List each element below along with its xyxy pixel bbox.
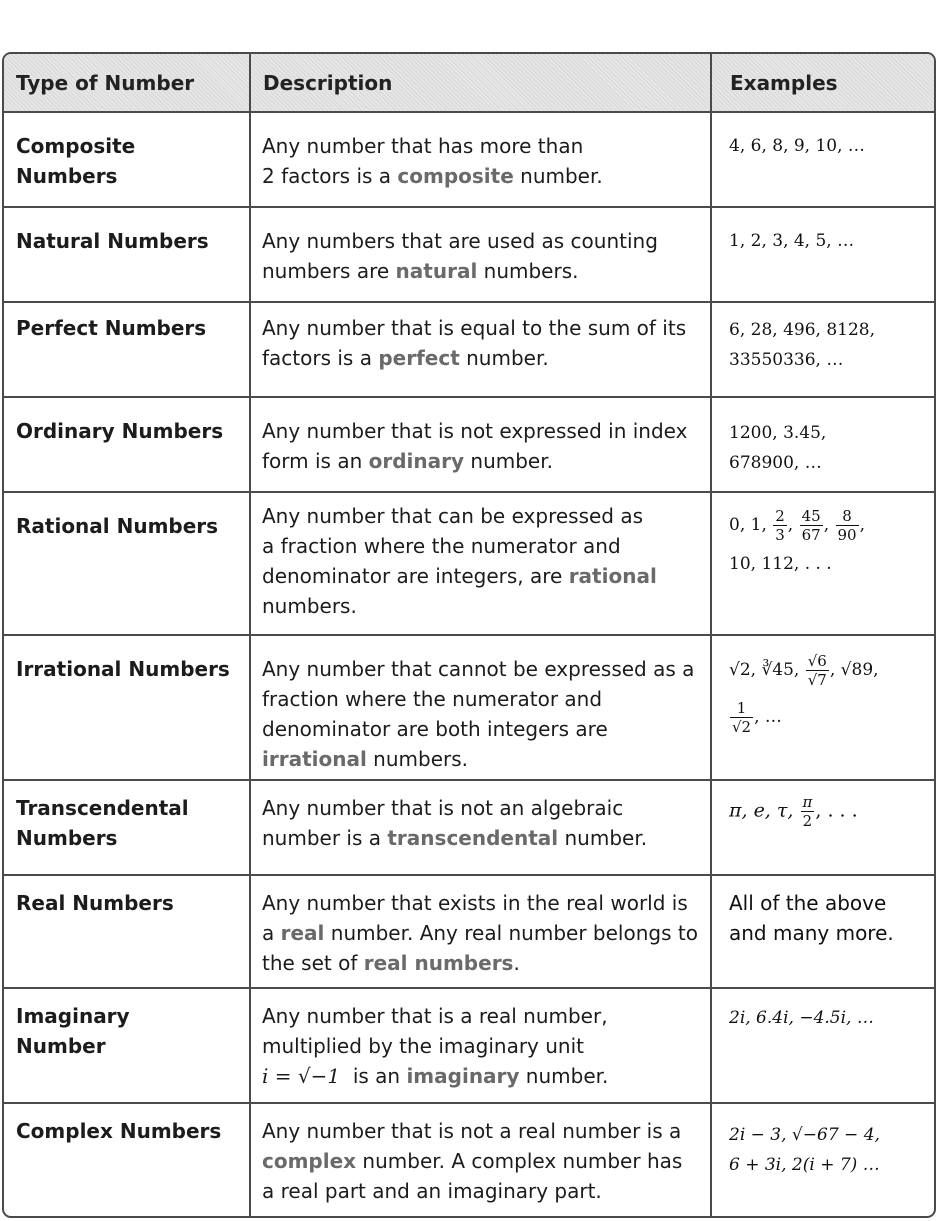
table-row — [4, 635, 934, 780]
number-types-table — [2, 52, 936, 1218]
type-cell: Imaginary Number — [4, 988, 250, 1103]
fraction: $\frac{8}{90}$ — [837, 507, 857, 544]
table-row — [4, 988, 934, 1103]
keyword: complex — [262, 1149, 357, 1173]
examples-cell: 1, 2, 3, 4, 5, … — [711, 207, 934, 302]
description-cell: Any number that has more than 2 factors is a composite number. — [250, 112, 711, 207]
table — [4, 54, 934, 1216]
table-row — [4, 302, 934, 397]
examples-cell — [711, 397, 934, 492]
example-constants: π, e, τ, — [729, 799, 794, 822]
examples-cell: 4, 6, 8, 9, 10, … — [711, 112, 934, 207]
examples-line: 1200, 3.45, — [729, 423, 827, 443]
examples-line: 678900, … — [729, 453, 822, 473]
description-cell: Any numbers that are used as counting numbers are natural numbers. — [250, 207, 711, 302]
examples-prefix: 0, 1, — [729, 515, 767, 535]
type-cell: Ordinary Numbers — [4, 397, 250, 492]
examples-line: 6 + 3i, 2(i + 7) … — [729, 1155, 880, 1175]
keyword: real — [280, 921, 325, 945]
description-cell: Any number that exists in the real world is a real number. Any real number belongs to the set of real numbers. — [250, 875, 711, 988]
description-cell: Any number that is not expressed in index form is an ordinary number. — [250, 397, 711, 492]
description-cell: Any number that can be expressed as a fraction where the numerator and denominator are integers, are rational numbers. — [250, 492, 711, 635]
table-row — [4, 397, 934, 492]
type-cell: Transcendental Numbers — [4, 780, 250, 875]
examples-line: 33550336, … — [729, 350, 844, 370]
examples-line: 2i − 3, √−67 − 4, — [729, 1125, 880, 1145]
table-row — [4, 207, 934, 302]
fraction: $\frac{45}{67}$ — [801, 507, 821, 544]
keyword: composite — [397, 164, 514, 188]
header-type: Type of Number — [4, 54, 250, 112]
keyword: natural — [395, 259, 478, 283]
example-cbrt45: ∛45, — [761, 660, 800, 680]
imaginary-unit-formula: i = √−1 — [262, 1064, 341, 1088]
type-cell: Perfect Numbers — [4, 302, 250, 397]
examples-cell: π, e, τ, $\frac{\pi}{2}$ , . . . — [711, 780, 934, 875]
keyword: irrational — [262, 747, 367, 771]
examples-cell: All of the above and many more. — [711, 875, 934, 988]
examples-cell — [711, 1103, 934, 1216]
description-cell: Any number that cannot be expressed as a fraction where the numerator and denominator are both integers are irrational numbers. — [250, 635, 711, 780]
keyword: transcendental — [387, 826, 559, 850]
type-cell: Natural Numbers — [4, 207, 250, 302]
example-sqrt89: , √89, — [829, 660, 879, 680]
keyword: imaginary — [406, 1064, 520, 1088]
header-description: Description — [250, 54, 711, 112]
type-cell: Irrational Numbers — [4, 635, 250, 780]
fraction: $\frac{1}{√2}$ — [732, 699, 752, 736]
keyword: ordinary — [368, 449, 465, 473]
examples-line: 6, 28, 496, 8128, — [729, 320, 875, 340]
type-cell: Complex Numbers — [4, 1103, 250, 1216]
type-cell: Composite Numbers — [4, 112, 250, 207]
examples-cell — [711, 302, 934, 397]
examples-cell: 2i, 6.4i, −4.5i, … — [711, 988, 934, 1103]
examples-cell: 0, 1, $\frac{2}{3}$ , $\frac{45}{67}$ , $\frac{8}{90}$ , 10, 112, . . . — [711, 492, 934, 635]
table-row — [4, 112, 934, 207]
table-row — [4, 1103, 934, 1216]
keyword: real numbers — [363, 951, 514, 975]
examples-line: $\frac{1}{√2}$ , … — [732, 699, 782, 736]
table-row — [4, 780, 934, 875]
type-cell: Rational Numbers — [4, 492, 250, 635]
examples-line: 10, 112, . . . — [729, 554, 832, 574]
keyword: rational — [568, 564, 657, 588]
description-cell: Any number that is not a real number is a complex number. A complex number has a real part and an imaginary part. — [250, 1103, 711, 1216]
fraction: $\frac{√6}{√7}$ — [807, 652, 827, 689]
example-sqrt2: √2, — [729, 660, 757, 680]
header-examples: Examples — [711, 54, 934, 112]
keyword: perfect — [378, 346, 460, 370]
type-cell: Real Numbers — [4, 875, 250, 988]
description-cell: Any number that is not an algebraic number is a transcendental number. — [250, 780, 711, 875]
description-cell: Any number that is equal to the sum of its factors is a perfect number. — [250, 302, 711, 397]
fraction: $\frac{\pi}{2}$ — [802, 793, 813, 830]
table-row — [4, 875, 934, 988]
header-row — [4, 54, 934, 112]
fraction: $\frac{2}{3}$ — [775, 507, 785, 544]
description-cell: Any number that is a real number, multiplied by the imaginary unit i = √−1 is an imaginary number. — [250, 988, 711, 1103]
examples-cell — [711, 635, 934, 780]
table-row — [4, 492, 934, 635]
